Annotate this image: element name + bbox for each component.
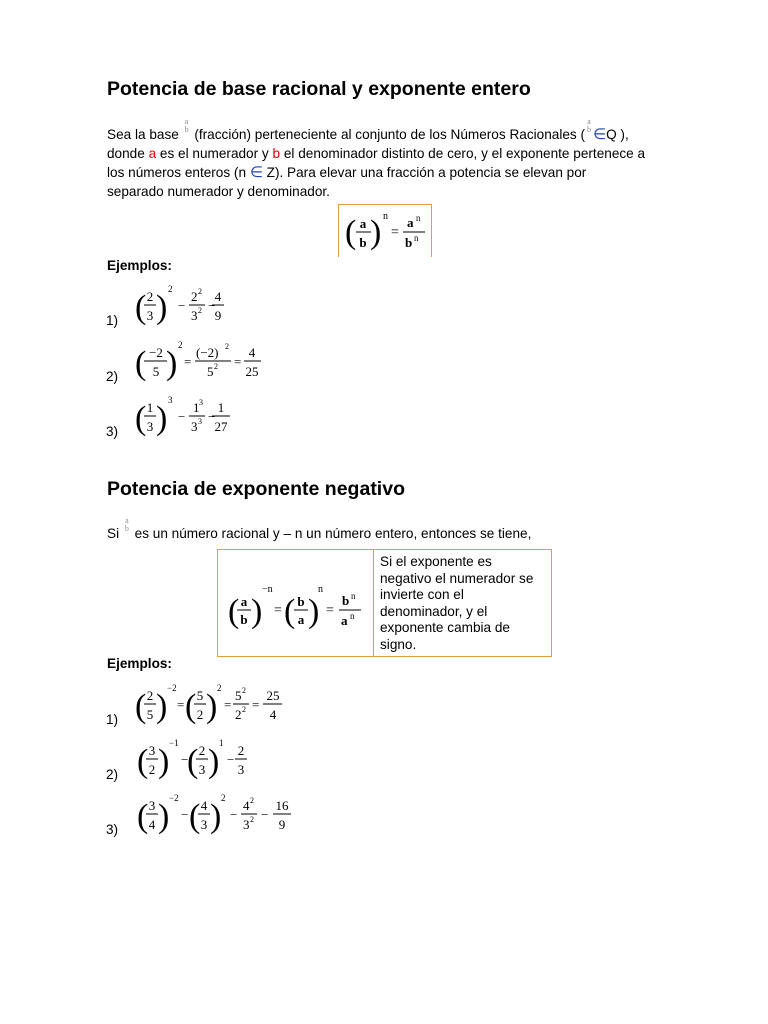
svg-text:): ) bbox=[158, 743, 170, 780]
svg-text:2: 2 bbox=[242, 705, 246, 714]
svg-text:(: ( bbox=[187, 743, 199, 780]
svg-text:=: = bbox=[224, 697, 232, 712]
svg-text:=: = bbox=[326, 603, 334, 618]
neg-example-3-formula bbox=[137, 791, 297, 839]
svg-text:(: ( bbox=[135, 345, 147, 382]
svg-text:=: = bbox=[391, 225, 399, 240]
base-fraction-icon: a b bbox=[184, 117, 189, 135]
svg-text:2: 2 bbox=[146, 688, 154, 703]
svg-text:4: 4 bbox=[243, 798, 250, 813]
svg-text:): ) bbox=[156, 400, 168, 437]
svg-text:(: ( bbox=[137, 743, 149, 780]
svg-text:=: = bbox=[274, 603, 282, 618]
svg-text:3: 3 bbox=[200, 817, 208, 832]
svg-text:5: 5 bbox=[146, 707, 154, 722]
svg-text:): ) bbox=[210, 798, 222, 835]
svg-text:2: 2 bbox=[198, 287, 202, 296]
svg-text:1: 1 bbox=[217, 400, 225, 415]
svg-text:4: 4 bbox=[248, 345, 256, 360]
intro-line-4: separado numerador y denominador. bbox=[107, 183, 330, 199]
svg-text:n: n bbox=[318, 584, 323, 595]
svg-text:2: 2 bbox=[250, 796, 254, 805]
fraction-icon-3: a b bbox=[124, 516, 129, 534]
svg-text:): ) bbox=[156, 688, 168, 725]
example-1-label: 1) bbox=[106, 313, 119, 328]
examples-label-2: Ejemplos: bbox=[107, 656, 172, 671]
svg-text:n: n bbox=[350, 611, 355, 621]
svg-text:−: − bbox=[227, 752, 235, 767]
svg-text:=: = bbox=[177, 697, 185, 712]
svg-text:b: b bbox=[240, 612, 248, 627]
svg-text:−: − bbox=[181, 752, 189, 767]
neg-example-2-label: 2) bbox=[106, 767, 119, 782]
svg-text:25: 25 bbox=[266, 688, 280, 703]
svg-text:4: 4 bbox=[148, 817, 156, 832]
svg-text:b: b bbox=[297, 594, 305, 609]
neg-example-1-formula bbox=[135, 681, 295, 729]
svg-text:(: ( bbox=[135, 688, 147, 725]
svg-text:): ) bbox=[208, 743, 220, 780]
svg-text:27: 27 bbox=[214, 419, 228, 434]
svg-text:3: 3 bbox=[168, 395, 173, 405]
example-2-formula bbox=[135, 338, 275, 386]
svg-text:3: 3 bbox=[146, 419, 154, 434]
svg-text:2: 2 bbox=[198, 743, 206, 758]
svg-text:9: 9 bbox=[278, 817, 286, 832]
svg-text:): ) bbox=[308, 593, 320, 630]
svg-text:4: 4 bbox=[200, 798, 208, 813]
svg-text:2: 2 bbox=[225, 342, 229, 351]
svg-text:): ) bbox=[370, 214, 382, 251]
svg-text:(: ( bbox=[185, 688, 197, 725]
intro-line-3: los números enteros (n ∈ Z). Para elevar una fracción a potencia se elevan por bbox=[107, 163, 587, 182]
svg-text:2: 2 bbox=[178, 340, 183, 350]
svg-text:1: 1 bbox=[146, 400, 154, 415]
svg-text:(−2): (−2) bbox=[196, 345, 219, 360]
negative-intro: Si a b es un número racional y – n un número entero, entonces se tiene, bbox=[107, 516, 532, 541]
svg-text:a: a bbox=[240, 594, 248, 609]
intro-line-2: donde a es el numerador y b el denominador distinto de cero, y el exponente pertenece a bbox=[107, 145, 646, 161]
svg-text:a: a bbox=[297, 612, 305, 627]
svg-text:2: 2 bbox=[168, 284, 173, 294]
svg-text:4: 4 bbox=[269, 707, 277, 722]
example-3-label: 3) bbox=[106, 424, 119, 439]
svg-text:2: 2 bbox=[148, 762, 156, 777]
svg-text:2: 2 bbox=[214, 362, 218, 371]
svg-text:3: 3 bbox=[148, 798, 156, 813]
svg-text:−: − bbox=[208, 409, 216, 424]
formula-b: b bbox=[359, 235, 367, 250]
example-1-formula bbox=[135, 282, 255, 330]
section-title-base-racional: Potencia de base racional y exponente entero bbox=[107, 78, 531, 100]
svg-text:=: = bbox=[184, 354, 192, 369]
svg-text:−2: −2 bbox=[167, 683, 177, 693]
svg-text:2: 2 bbox=[250, 815, 254, 824]
neg-example-3-label: 3) bbox=[106, 822, 119, 837]
svg-text:−: − bbox=[178, 298, 186, 313]
svg-text:): ) bbox=[251, 593, 263, 630]
svg-text:3: 3 bbox=[198, 762, 206, 777]
svg-text:3: 3 bbox=[191, 308, 198, 323]
svg-text:2: 2 bbox=[146, 289, 154, 304]
negative-exponent-note: Si el exponente es negativo el numerador se invierte con el denominador, y el exponente cambia de signo. bbox=[380, 554, 534, 652]
svg-text:3: 3 bbox=[198, 417, 202, 426]
svg-text:): ) bbox=[166, 345, 178, 382]
svg-text:): ) bbox=[158, 798, 170, 835]
negative-exponent-formula bbox=[218, 550, 374, 656]
svg-text:3: 3 bbox=[243, 817, 250, 832]
svg-text:(: ( bbox=[345, 214, 357, 251]
svg-text:3: 3 bbox=[148, 743, 156, 758]
power-rule-formula-svg bbox=[339, 205, 431, 257]
svg-text:a: a bbox=[407, 215, 414, 230]
svg-text:n: n bbox=[414, 233, 419, 243]
svg-text:1: 1 bbox=[219, 738, 224, 748]
section-title-exponente-negativo: Potencia de exponente negativo bbox=[107, 478, 405, 500]
formula-a: a bbox=[359, 216, 367, 231]
intro-line-1: Sea la base a b (fracción) perteneciente al conjunto de los Números Racionales ( a b ∈Q ), bbox=[107, 117, 629, 143]
svg-text:25: 25 bbox=[245, 364, 259, 379]
svg-text:5: 5 bbox=[207, 364, 214, 379]
svg-text:9: 9 bbox=[214, 308, 222, 323]
svg-text:(: ( bbox=[228, 593, 240, 630]
svg-text:−2: −2 bbox=[169, 793, 179, 803]
svg-text:2: 2 bbox=[237, 743, 245, 758]
svg-text:2: 2 bbox=[221, 793, 226, 803]
neg-example-2-formula bbox=[137, 736, 267, 784]
svg-text:3: 3 bbox=[199, 398, 203, 407]
power-rule-formula bbox=[338, 204, 432, 257]
svg-text:2: 2 bbox=[198, 306, 202, 315]
svg-text:3: 3 bbox=[146, 308, 154, 323]
svg-text:5: 5 bbox=[235, 688, 242, 703]
element-of-icon: ∈ bbox=[593, 125, 607, 143]
svg-text:n: n bbox=[383, 211, 388, 222]
element-of-icon: ∈ bbox=[249, 163, 263, 182]
svg-text:1: 1 bbox=[193, 400, 200, 415]
svg-text:(: ( bbox=[135, 289, 147, 326]
svg-text:−1: −1 bbox=[169, 738, 179, 748]
examples-label-1: Ejemplos: bbox=[107, 258, 172, 273]
svg-text:n: n bbox=[351, 591, 356, 601]
svg-text:3: 3 bbox=[191, 419, 198, 434]
svg-text:b: b bbox=[342, 593, 350, 608]
example-2-label: 2) bbox=[106, 369, 119, 384]
svg-text:−2: −2 bbox=[149, 345, 163, 360]
intro-paragraph bbox=[107, 117, 646, 201]
svg-text:n: n bbox=[416, 213, 421, 223]
fraction-icon-2: a b bbox=[587, 117, 591, 135]
svg-text:(: ( bbox=[135, 400, 147, 437]
svg-text:−n: −n bbox=[262, 584, 273, 595]
svg-text:2: 2 bbox=[235, 707, 242, 722]
svg-text:5: 5 bbox=[196, 688, 204, 703]
svg-text:16: 16 bbox=[275, 798, 289, 813]
svg-text:3: 3 bbox=[237, 762, 245, 777]
svg-text:): ) bbox=[206, 688, 218, 725]
svg-text:−: − bbox=[230, 807, 238, 822]
svg-text:2: 2 bbox=[196, 707, 204, 722]
svg-text:=: = bbox=[252, 697, 260, 712]
svg-text:(: ( bbox=[284, 593, 296, 630]
svg-text:(: ( bbox=[189, 798, 201, 835]
svg-text:−: − bbox=[208, 298, 216, 313]
svg-text:=: = bbox=[234, 354, 242, 369]
svg-text:5: 5 bbox=[152, 364, 160, 379]
svg-text:2: 2 bbox=[191, 289, 198, 304]
neg-example-1-label: 1) bbox=[106, 712, 119, 727]
negative-exponent-table bbox=[217, 549, 552, 657]
svg-text:4: 4 bbox=[214, 289, 222, 304]
svg-text:2: 2 bbox=[242, 686, 246, 695]
example-3-formula bbox=[135, 393, 255, 441]
svg-text:−: − bbox=[178, 409, 186, 424]
svg-text:−: − bbox=[261, 807, 269, 822]
svg-text:(: ( bbox=[137, 798, 149, 835]
svg-text:): ) bbox=[156, 289, 168, 326]
svg-text:b: b bbox=[405, 235, 413, 250]
svg-text:−: − bbox=[181, 807, 189, 822]
negative-formula-svg bbox=[218, 550, 373, 656]
svg-text:2: 2 bbox=[217, 683, 222, 693]
svg-text:a: a bbox=[341, 613, 348, 628]
